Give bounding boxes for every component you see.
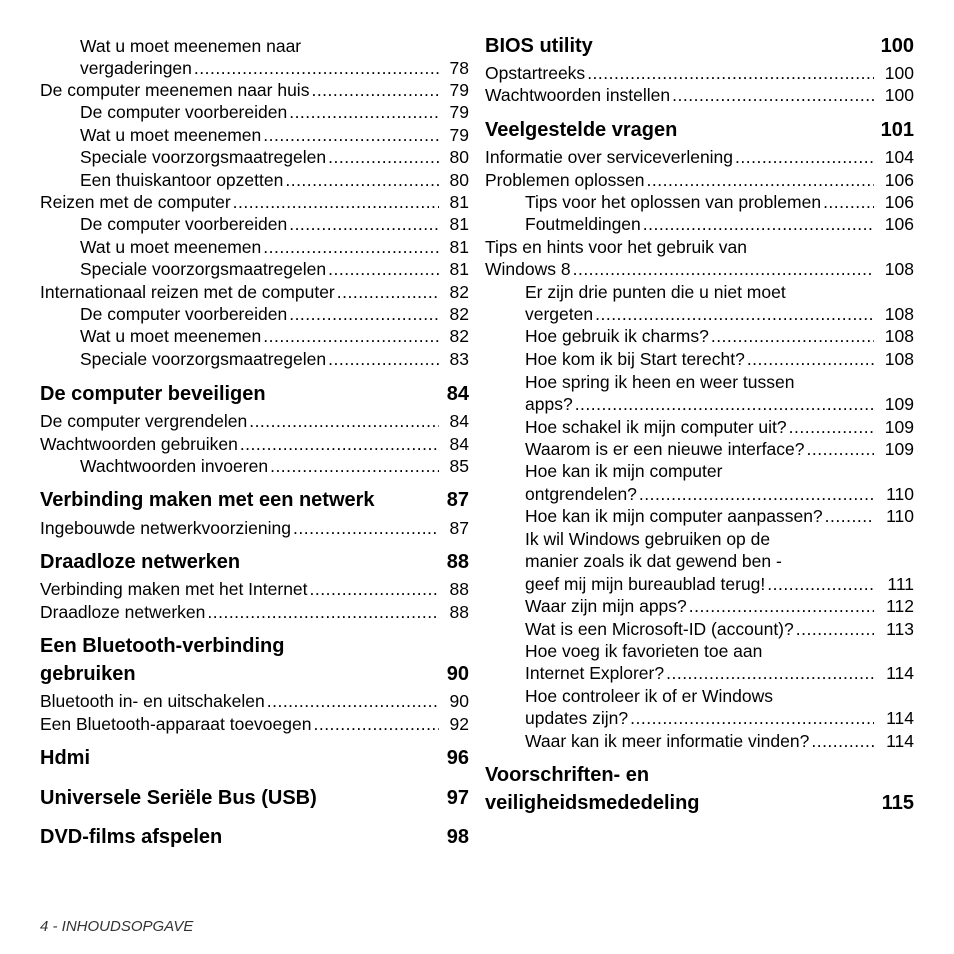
dot-leader: [825, 505, 874, 527]
toc-page-number: 114: [886, 708, 914, 728]
dot-leader: [639, 483, 874, 505]
toc-entry[interactable]: [525, 483, 914, 505]
toc-entry[interactable]: [80, 124, 469, 146]
toc-page-number: 81: [449, 259, 469, 279]
toc-page-number: 114: [886, 663, 914, 683]
dot-leader: [789, 416, 874, 438]
dot-leader: [337, 281, 439, 303]
toc-page-number: 90: [449, 691, 469, 711]
dot-leader: [328, 348, 439, 370]
toc-page-number: 104: [884, 147, 914, 167]
toc-page-number: 110: [886, 506, 914, 526]
chapter-title: Draadloze netwerken: [40, 551, 241, 573]
dot-leader: [249, 410, 439, 432]
chapter-title: Verbinding maken met een netwerk: [40, 489, 375, 511]
toc-entry-title: Wachtwoorden instellen: [485, 85, 671, 105]
toc-page-number: 84: [449, 434, 469, 454]
chapter-page-number: 101: [880, 119, 914, 141]
dot-leader: [313, 713, 439, 735]
chapter-page-number: 96: [446, 747, 469, 769]
toc-chapter-heading[interactable]: [40, 785, 469, 811]
toc-entry-title: manier zoals ik dat gewend ben -: [525, 551, 782, 571]
toc-page-number: 100: [884, 85, 914, 105]
toc-entry-title: Problemen oplossen: [485, 170, 645, 190]
toc-entry[interactable]: [525, 662, 914, 684]
toc-entry[interactable]: [40, 191, 469, 213]
toc-entry-title: Reizen met de computer: [40, 192, 231, 212]
dot-leader: [194, 57, 439, 79]
dot-leader: [630, 707, 874, 729]
toc-entry[interactable]: [80, 303, 469, 325]
dot-leader: [270, 455, 439, 477]
toc-entry-title: De computer voorbereiden: [80, 102, 288, 122]
chapter-title: Universele Seriële Bus (USB): [40, 787, 317, 809]
toc-entry-title: Wat u moet meenemen: [80, 237, 262, 257]
toc-entry-title: Foutmeldingen: [525, 214, 641, 234]
toc-entry[interactable]: [80, 325, 469, 347]
toc-entry[interactable]: [40, 433, 469, 455]
dot-leader: [575, 393, 874, 415]
dot-leader: [747, 348, 874, 370]
dot-leader: [807, 438, 875, 460]
toc-entry-title: Wat u moet meenemen: [80, 125, 262, 145]
toc-entry[interactable]: [40, 690, 469, 712]
toc-entry-title: Internet Explorer?: [525, 663, 665, 683]
toc-entry-title: Bluetooth in- en uitschakelen: [40, 691, 265, 711]
dot-leader: [328, 258, 439, 280]
dot-leader: [666, 662, 874, 684]
dot-leader: [240, 433, 439, 455]
chapter-page-number: 90: [446, 663, 469, 685]
dot-leader: [647, 169, 874, 191]
toc-chapter-heading[interactable]: [40, 824, 469, 850]
dot-leader: [289, 303, 439, 325]
toc-entry[interactable]: [525, 730, 914, 752]
toc-chapter-heading[interactable]: [485, 33, 914, 59]
chapter-page-number: 84: [446, 383, 469, 405]
dot-leader: [643, 213, 874, 235]
toc-entry-title: De computer voorbereiden: [80, 304, 288, 324]
toc-page-number: 110: [886, 484, 914, 504]
toc-entry-title: Hoe voeg ik favorieten toe aan: [525, 641, 763, 661]
toc-page-number: 112: [886, 596, 914, 616]
toc-entry[interactable]: [40, 281, 469, 303]
dot-leader: [285, 169, 439, 191]
toc-page-number: 79: [449, 80, 469, 100]
toc-page-number: 108: [884, 304, 914, 324]
toc-entry-title: Hoe spring ik heen en weer tussen: [525, 372, 795, 392]
toc-page-number: 111: [887, 574, 914, 594]
toc-entry[interactable]: [80, 101, 469, 123]
toc-entry-title: Hoe kan ik mijn computer: [525, 461, 723, 481]
toc-entry-title: Waarom is er een nieuwe interface?: [525, 439, 805, 459]
toc-entry[interactable]: [485, 169, 914, 191]
toc-entry[interactable]: [40, 410, 469, 432]
page-footer: 4 - INHOUDSOPGAVE: [40, 918, 194, 935]
dot-leader: [263, 236, 439, 258]
toc-entry[interactable]: [80, 169, 469, 191]
dot-leader: [233, 191, 439, 213]
toc-entry[interactable]: [485, 258, 914, 280]
toc-page-number: 82: [449, 304, 469, 324]
chapter-title: BIOS utility: [485, 35, 593, 57]
toc-entry[interactable]: [80, 348, 469, 370]
toc-page-number: 85: [449, 456, 469, 476]
toc-page-number: 84: [449, 411, 469, 431]
toc-chapter-heading[interactable]: [485, 117, 914, 143]
dot-leader: [711, 325, 874, 347]
toc-entry-title: Er zijn drie punten die u niet moet: [525, 282, 786, 302]
dot-leader: [328, 146, 439, 168]
chapter-page-number: 88: [446, 551, 469, 573]
toc-entry[interactable]: [40, 79, 469, 101]
toc-entry-title: Hoe gebruik ik charms?: [525, 326, 709, 346]
toc-page-number: 106: [884, 170, 914, 190]
toc-page-number: 81: [449, 237, 469, 257]
toc-page-number: 88: [449, 602, 469, 622]
toc-page-number: 81: [449, 192, 469, 212]
toc-page-number: 109: [884, 417, 914, 437]
toc-entry[interactable]: [525, 325, 914, 347]
toc-entry-title: De computer vergrendelen: [40, 411, 248, 431]
toc-entry-title: Wat u moet meenemen: [80, 326, 262, 346]
toc-chapter-heading[interactable]: [40, 487, 469, 513]
dot-leader: [595, 303, 874, 325]
toc-entry-title: Verbinding maken met het Internet: [40, 579, 308, 599]
toc-entry-title: Speciale voorzorgsmaatregelen: [80, 349, 327, 369]
toc-entry-title: Wat is een Microsoft-ID (account)?: [525, 619, 794, 639]
toc-entry[interactable]: [80, 455, 469, 477]
dot-leader: [796, 618, 874, 640]
toc-page-number: 78: [449, 58, 469, 78]
dot-leader: [587, 62, 874, 84]
dot-leader: [823, 191, 874, 213]
dot-leader: [735, 146, 874, 168]
toc-entry[interactable]: [525, 393, 914, 415]
toc-chapter-heading[interactable]: [40, 549, 469, 575]
dot-leader: [289, 101, 439, 123]
toc-entry-title: geef mij mijn bureaublad terug!: [525, 574, 766, 594]
dot-leader: [263, 325, 439, 347]
chapter-title: De computer beveiligen: [40, 383, 266, 405]
chapter-title: DVD-films afspelen: [40, 826, 223, 848]
toc-entry[interactable]: [485, 84, 914, 106]
chapter-title[interactable]: Voorschriften- en: [485, 764, 650, 786]
toc-page-number: 83: [449, 349, 469, 369]
toc-entry-title: Hoe kan ik mijn computer aanpassen?: [525, 506, 823, 526]
toc-page-number: 80: [449, 170, 469, 190]
toc-entry[interactable]: [40, 578, 469, 600]
chapter-title: Veelgestelde vragen: [485, 119, 678, 141]
chapter-page-number: 97: [446, 787, 469, 809]
toc-entry[interactable]: [525, 595, 914, 617]
toc-page-number: 80: [449, 147, 469, 167]
dot-leader: [267, 690, 439, 712]
toc-entry[interactable]: [485, 146, 914, 168]
chapter-title: veiligheidsmededeling: [485, 792, 700, 814]
toc-entry-title: De computer voorbereiden: [80, 214, 288, 234]
toc-entry-title: Windows 8: [485, 259, 571, 279]
toc-page-number: 88: [449, 579, 469, 599]
toc-page-number: 100: [884, 63, 914, 83]
toc-page-number: 87: [449, 518, 469, 538]
chapter-title: gebruiken: [40, 663, 136, 685]
toc-page-number: 81: [449, 214, 469, 234]
toc-entry[interactable]: [525, 618, 914, 640]
dot-leader: [767, 573, 874, 595]
chapter-title[interactable]: Een Bluetooth-verbinding: [40, 635, 285, 657]
toc-entry-title: vergaderingen: [80, 58, 192, 78]
chapter-page-number: 115: [881, 792, 914, 814]
dot-leader: [263, 124, 439, 146]
toc-entry-title: Een Bluetooth-apparaat toevoegen: [40, 714, 312, 734]
dot-leader: [689, 595, 874, 617]
toc-entry-title: Waar zijn mijn apps?: [525, 596, 687, 616]
toc-page-number: 82: [449, 282, 469, 302]
toc-entry[interactable]: [80, 57, 469, 79]
toc-page-number: 82: [449, 326, 469, 346]
dot-leader: [311, 79, 439, 101]
toc-entry-title: Draadloze netwerken: [40, 602, 206, 622]
chapter-page-number: 87: [446, 489, 469, 511]
toc-entry-title: Speciale voorzorgsmaatregelen: [80, 147, 327, 167]
toc-entry[interactable]: [525, 505, 914, 527]
toc-page-number: 108: [884, 349, 914, 369]
toc-entry[interactable]: [80, 236, 469, 258]
toc-chapter-heading[interactable]: [485, 790, 914, 816]
toc-entry-title: Ik wil Windows gebruiken op de: [525, 529, 771, 549]
dot-leader: [672, 84, 874, 106]
toc-page-number: 114: [886, 731, 914, 751]
toc-page-number: 106: [884, 214, 914, 234]
toc-page-number: 79: [449, 102, 469, 122]
toc-entry[interactable]: [525, 213, 914, 235]
toc-entry[interactable]: [80, 213, 469, 235]
toc-entry[interactable]: [525, 348, 914, 370]
toc-page-number: 106: [884, 192, 914, 212]
toc-entry-title: Ingebouwde netwerkvoorziening: [40, 518, 291, 538]
toc-entry[interactable]: [525, 191, 914, 213]
toc-page-number: 92: [449, 714, 469, 734]
toc-entry[interactable]: [485, 62, 914, 84]
toc-entry[interactable]: [525, 438, 914, 460]
toc-chapter-heading[interactable]: [40, 661, 469, 687]
toc-page-number: 109: [884, 439, 914, 459]
dot-leader: [289, 213, 439, 235]
toc-entry-title: Waar kan ik meer informatie vinden?: [525, 731, 810, 751]
toc-entry-title: Wat u moet meenemen naar: [80, 36, 302, 56]
toc-entry[interactable]: [80, 146, 469, 168]
toc-entry[interactable]: [40, 517, 469, 539]
toc-entry[interactable]: [40, 601, 469, 623]
toc-entry[interactable]: [525, 416, 914, 438]
toc-entry-title: Opstartreeks: [485, 63, 586, 83]
toc-entry-title: Een thuiskantoor opzetten: [80, 170, 284, 190]
toc-page-number: 113: [886, 619, 914, 639]
toc-page-number: 108: [884, 326, 914, 346]
toc-entry-title: Hoe kom ik bij Start terecht?: [525, 349, 745, 369]
toc-page-number: 108: [884, 259, 914, 279]
toc-entry[interactable]: [80, 258, 469, 280]
toc-entry[interactable]: [525, 707, 914, 729]
chapter-page-number: 98: [446, 826, 469, 848]
toc-entry-title: De computer meenemen naar huis: [40, 80, 310, 100]
toc-entry-title: Wachtwoorden invoeren: [80, 456, 269, 476]
toc-chapter-heading[interactable]: [40, 381, 469, 407]
toc-entry-title: Wachtwoorden gebruiken: [40, 434, 238, 454]
toc-entry-title: Hoe controleer ik of er Windows: [525, 686, 774, 706]
dot-leader: [293, 517, 439, 539]
toc-entry-title: Internationaal reizen met de computer: [40, 282, 335, 302]
toc-entry-title: Tips voor het oplossen van problemen: [525, 192, 822, 212]
toc-entry[interactable]: [525, 303, 914, 325]
toc-entry-title: apps?: [525, 394, 573, 414]
chapter-page-number: 100: [880, 35, 914, 57]
toc-entry-title: updates zijn?: [525, 708, 629, 728]
toc-page-number: 79: [449, 125, 469, 145]
chapter-title: Hdmi: [40, 747, 90, 769]
toc-entry[interactable]: [525, 573, 914, 595]
toc-entry-title: Speciale voorzorgsmaatregelen: [80, 259, 327, 279]
toc-entry-title: ontgrendelen?: [525, 484, 637, 504]
toc-entry-title: Tips en hints voor het gebruik van: [485, 237, 747, 257]
dot-leader: [207, 601, 439, 623]
toc-entry-title: Informatie over serviceverlening: [485, 147, 734, 167]
dot-leader: [310, 578, 439, 600]
toc-page-number: 109: [884, 394, 914, 414]
toc-entry[interactable]: [40, 713, 469, 735]
toc-entry-title: vergeten: [525, 304, 594, 324]
dot-leader: [811, 730, 874, 752]
dot-leader: [573, 258, 874, 280]
toc-entry-title: Hoe schakel ik mijn computer uit?: [525, 417, 787, 437]
toc-chapter-heading[interactable]: [40, 745, 469, 771]
